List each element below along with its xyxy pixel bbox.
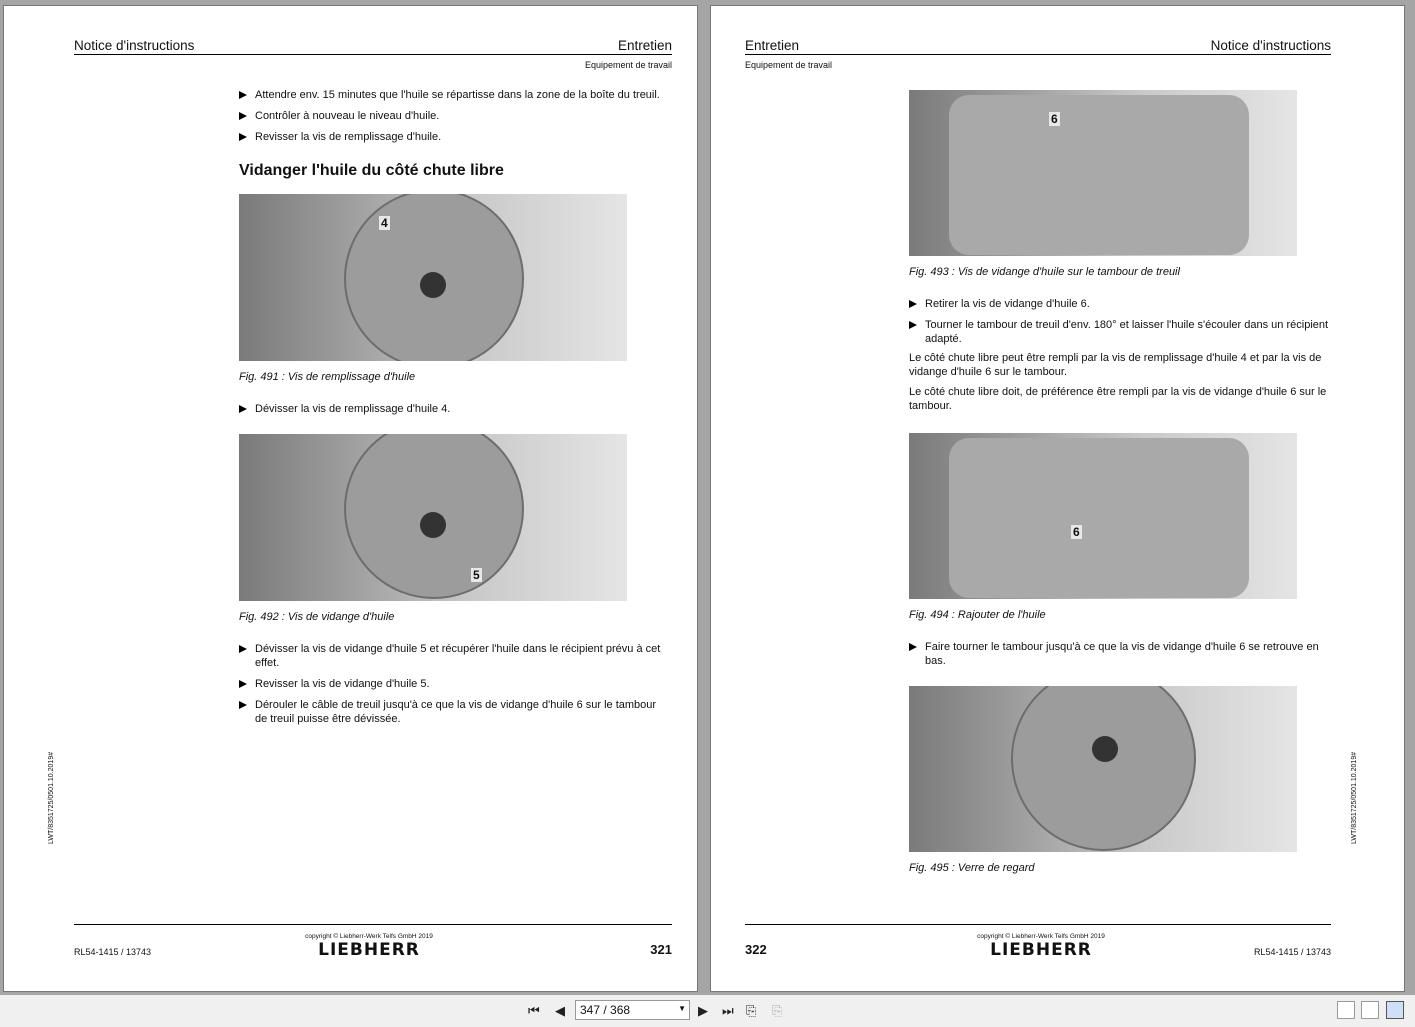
page-back-icon[interactable]: ⎘ [746,1003,757,1018]
paragraph: Le côté chute libre peut être rempli par la vis de remplissage d'huile 4 et par la vis de vidange d'huile 6 sur le tambour. [909,352,1322,378]
section-heading: Vidanger l'huile du côté chute libre [239,162,504,179]
figure-caption: Fig. 495 : Verre de regard [909,862,1035,874]
callout-label: 6 [1051,112,1058,126]
callout-label: 4 [381,216,388,230]
doc-ref: RL54-1415 / 13743 [1253,947,1331,957]
step: Dévisser la vis de vidange d'huile 5 et récupérer l'huile dans le récipient prévu à cet effet. [239,642,669,670]
page-indicator: 347 / 368 [580,1003,631,1017]
chevron-down-icon: ▼ [678,1004,686,1013]
viewer-toolbar [0,995,1415,1027]
document-code: LWT/8351725/0501.10.2019# [1351,751,1358,844]
page-number: 322 [745,942,767,957]
figure-491 [239,194,627,361]
callout-label: 6 [1073,525,1080,539]
callout-label: 5 [473,568,480,582]
figure-caption: Fig. 494 : Rajouter de l'huile [909,609,1046,621]
continuous-view-icon[interactable] [1361,1001,1379,1019]
last-page-icon[interactable]: ⏭ [722,1003,734,1018]
two-page-view-icon[interactable] [1386,1001,1404,1019]
subheader: Equipement de travail [584,60,672,70]
page-321 [3,5,698,992]
copyright: copyright © Liebherr-Werk Telfs GmbH 2019 [977,933,1105,940]
step: Revisser la vis de remplissage d'huile. [239,130,669,144]
step: Dérouler le câble de treuil jusqu'à ce que la vis de vidange d'huile 6 sur le tambour de treuil puisse être dévissée. [239,698,669,726]
header-right: Entretien [617,38,672,53]
first-page-icon[interactable]: ⏮ [528,1003,540,1018]
page-selector[interactable] [575,1000,690,1020]
step: Retirer la vis de vidange d'huile 6. [909,297,1339,311]
page-footer [745,924,1331,964]
page-header [745,38,1331,55]
step: Attendre env. 15 minutes que l'huile se répartisse dans la zone de la boîte du treuil. [239,88,669,102]
figure-caption: Fig. 491 : Vis de remplissage d'huile [239,371,416,383]
single-page-view-icon[interactable] [1337,1001,1355,1019]
figure-494 [909,433,1297,599]
header-right: Notice d'instructions [1210,38,1331,53]
header-left: Notice d'instructions [74,38,195,53]
liebherr-logo: LIEBHERR [990,940,1092,960]
liebherr-logo: LIEBHERR [318,940,420,960]
paragraph: Le côté chute libre doit, de préférence être rempli par la vis de vidange d'huile 6 sur le tambour. [909,386,1327,412]
figure-caption: Fig. 492 : Vis de vidange d'huile [239,611,395,623]
header-left: Entretien [745,38,800,53]
page-322 [710,5,1405,992]
step: Tourner le tambour de treuil d'env. 180° et laisser l'huile s'écouler dans un récipient adapté. [909,318,1339,346]
page-header [74,38,672,55]
page-number: 321 [650,942,672,957]
page-footer [74,924,672,964]
previous-page-icon[interactable]: ◀ [555,1003,565,1018]
step: Contrôler à nouveau le niveau d'huile. [239,109,669,123]
doc-ref: RL54-1415 / 13743 [74,947,152,957]
document-code: LWT/8351725/0501.10.2019# [48,751,55,844]
subheader: Equipement de travail [745,60,833,70]
figure-493 [909,90,1297,256]
figure-492 [239,434,627,601]
step: Revisser la vis de vidange d'huile 5. [239,677,669,691]
step: Faire tourner le tambour jusqu'à ce que la vis de vidange d'huile 6 se retrouve en bas. [909,640,1339,668]
page-forward-icon[interactable]: ⎘ [772,1003,783,1018]
copyright: copyright © Liebherr-Werk Telfs GmbH 2019 [305,933,433,940]
figure-495 [909,686,1297,852]
figure-caption: Fig. 493 : Vis de vidange d'huile sur le tambour de treuil [909,266,1180,278]
next-page-icon[interactable]: ▶ [698,1003,708,1018]
step: Dévisser la vis de remplissage d'huile 4. [239,402,669,416]
